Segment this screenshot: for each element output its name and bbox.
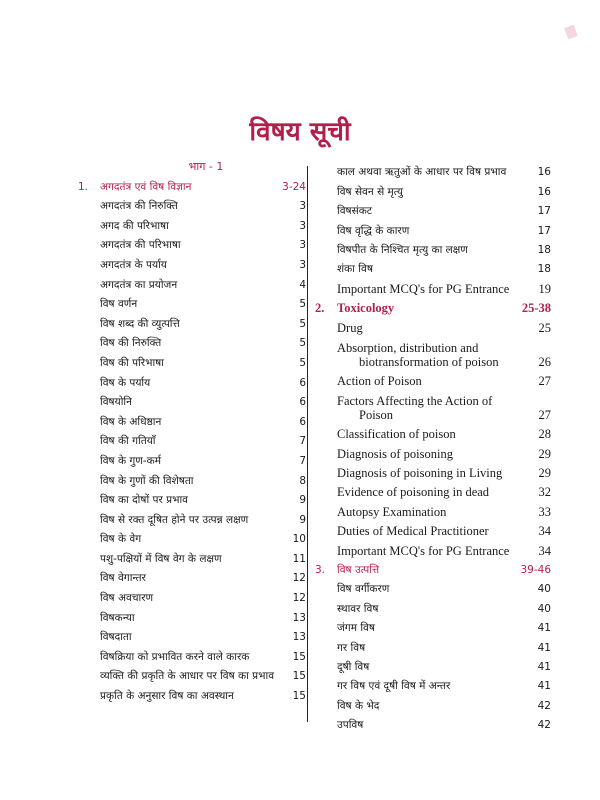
chapter-page-range: 39-46 [520, 564, 551, 577]
toc-entry-title-line: विषकन्या [100, 611, 135, 624]
toc-entry[interactable] [315, 538, 551, 557]
toc-entry[interactable] [78, 625, 306, 645]
toc-entry-page: 5 [299, 317, 306, 330]
toc-entry-title-line: Autopsy Examination [337, 504, 447, 519]
toc-entry-title-line: Factors Affecting the Action of [337, 393, 493, 408]
toc-entry-page: 6 [299, 415, 306, 428]
toc-entry-page: 12 [292, 592, 306, 605]
toc-entry-title [337, 718, 534, 732]
toc-entry-page: 28 [538, 427, 551, 442]
toc-entry-page: 34 [538, 524, 551, 539]
toc-entry[interactable] [315, 577, 551, 596]
toc-entry-title-line: विष के वेग [100, 533, 142, 546]
chapter-3-entries [315, 577, 551, 732]
toc-entry-title-line: biotransformation of poison [359, 354, 499, 369]
column-divider [307, 166, 308, 722]
toc-entry-page: 6 [299, 396, 306, 409]
toc-entry-page: 5 [299, 337, 306, 350]
toc-entry-title-line: विष सेवन से मृत्यु [337, 185, 403, 198]
chapter-title: अगदतंत्र एवं विष विज्ञान [100, 180, 192, 193]
chapter-2-entries [315, 315, 551, 558]
toc-entry-title [100, 591, 289, 605]
toc-entry-page: 41 [537, 660, 551, 673]
toc-entry-title [100, 278, 295, 292]
toc-entry-title-line: विषपीत के निश्चित मृत्यु का लक्षण [337, 243, 468, 256]
toc-entry-title [100, 395, 295, 409]
toc-entry[interactable] [315, 655, 551, 674]
toc-entry-title [337, 321, 535, 335]
toc-entry-title [100, 689, 289, 703]
toc-entry-page: 16 [537, 185, 551, 198]
chapter-1-continued-entries [315, 160, 551, 296]
toc-entry-title-line: व्यक्ति की प्रकृति के आधार पर विष का प्रभाव [100, 670, 275, 683]
toc-left-column [78, 160, 306, 703]
toc-entry[interactable] [78, 390, 306, 410]
toc-entry-title-line: विष के गुणों की विशेषता [100, 474, 194, 487]
toc-entry-title-line: Duties of Medical Practitioner [337, 524, 489, 539]
toc-entry-title [337, 204, 534, 218]
toc-entry-title-line: विषदाता [100, 631, 132, 644]
chapter-1-entries [78, 194, 306, 703]
toc-entry[interactable] [78, 292, 306, 312]
toc-entry-page: 5 [299, 298, 306, 311]
toc-entry-page: 11 [292, 552, 306, 565]
toc-entry-title [337, 699, 534, 713]
toc-entry[interactable] [315, 422, 551, 441]
toc-entry[interactable] [78, 605, 306, 625]
toc-entry-title [100, 199, 295, 213]
toc-entry-title [100, 297, 295, 311]
toc-entry-page: 3 [299, 239, 306, 252]
toc-entry-page: 17 [537, 224, 551, 237]
toc-entry[interactable] [78, 644, 306, 664]
page-title: विषय सूची [249, 117, 351, 147]
toc-entry-title-line: विष वर्णन [100, 298, 138, 311]
toc-entry-title [337, 660, 534, 674]
toc-entry[interactable] [78, 664, 306, 684]
toc-entry[interactable] [78, 527, 306, 547]
toc-entry-page: 15 [292, 690, 306, 703]
toc-entry[interactable] [315, 369, 551, 388]
toc-entry-title-line: Action of Poison [337, 373, 422, 388]
toc-entry[interactable] [315, 635, 551, 654]
chapter-page-range: 3-24 [282, 180, 306, 193]
toc-entry[interactable] [315, 713, 551, 732]
toc-entry[interactable] [315, 276, 551, 295]
toc-entry[interactable] [78, 311, 306, 331]
toc-entry-title-line: विष के भेद [337, 699, 380, 712]
toc-entry-page: 15 [292, 670, 306, 683]
toc-entry-page: 13 [292, 611, 306, 624]
toc-entry-title [100, 513, 295, 527]
toc-entry[interactable] [315, 461, 551, 480]
toc-entry-page: 17 [537, 205, 551, 218]
toc-entry-title-line: दूषी विष [337, 660, 370, 673]
toc-entry-page: 3 [299, 219, 306, 232]
toc-entry[interactable] [315, 238, 551, 257]
toc-entry[interactable] [78, 272, 306, 292]
toc-entry[interactable] [315, 199, 551, 218]
toc-entry-page: 9 [299, 513, 306, 526]
toc-entry[interactable] [78, 331, 306, 351]
toc-entry-page: 32 [538, 485, 551, 500]
toc-entry-title [337, 282, 535, 296]
toc-entry[interactable] [78, 194, 306, 214]
toc-entry-title-line: विष वृद्धि के कारण [337, 224, 410, 237]
toc-entry[interactable] [315, 616, 551, 635]
part-label: भाग - 1 [188, 160, 224, 173]
toc-entry-title-line: Important MCQ's for PG Entrance [337, 543, 510, 558]
toc-entry-page: 18 [537, 263, 551, 276]
toc-entry-page: 29 [538, 446, 551, 461]
toc-entry-page: 42 [537, 699, 551, 712]
chapter-number: 3. [315, 564, 326, 577]
toc-entry-page: 5 [299, 356, 306, 369]
toc-entry-title-line: विष वेगान्तर [100, 572, 146, 585]
toc-entry-title-line: काल अथवा ऋतुओं के आधार पर विष प्रभाव [337, 166, 507, 179]
toc-entry-title [100, 434, 295, 448]
toc-entry-page: 18 [537, 243, 551, 256]
toc-entry-page: 7 [299, 454, 306, 467]
toc-entry-title-line: जंगम विष [337, 622, 375, 635]
toc-entry-title-line: गर विष [337, 641, 366, 654]
toc-entry-title-line: विष की निरुक्ति [100, 337, 162, 350]
toc-entry[interactable] [315, 596, 551, 615]
toc-entry-title [100, 336, 295, 350]
toc-entry-title [337, 582, 534, 596]
toc-entry-title [100, 650, 289, 664]
toc-entry[interactable] [315, 519, 551, 538]
toc-entry-page: 41 [537, 680, 551, 693]
toc-entry-title [337, 243, 534, 257]
chapter-1-heading[interactable] [78, 174, 306, 194]
toc-entry-title [100, 356, 295, 370]
toc-entry-title [337, 165, 534, 179]
toc-entry-page: 29 [538, 466, 551, 481]
toc-entry-page: 16 [537, 166, 551, 179]
toc-entry-title-line: Important MCQ's for PG Entrance [337, 281, 510, 296]
toc-entry-title [337, 447, 535, 461]
toc-entry-title [337, 262, 534, 276]
toc-entry[interactable] [78, 370, 306, 390]
chapter-3-heading[interactable] [315, 558, 551, 577]
toc-entry-title [337, 621, 534, 635]
toc-entry[interactable] [78, 409, 306, 429]
toc-entry-title-line: Diagnosis of poisoning [337, 446, 453, 461]
toc-entry-title-line: विष वर्गीकरण [337, 583, 390, 596]
toc-entry-title-line: अगदतंत्र की निरुक्ति [100, 200, 178, 213]
toc-entry-title [337, 485, 535, 499]
toc-entry-title-line: विष के पर्याय [100, 376, 151, 389]
toc-entry-title [337, 224, 534, 238]
toc-right-column [315, 160, 551, 732]
toc-entry-title [100, 532, 289, 546]
toc-entry-title [100, 317, 295, 331]
toc-entry-page: 8 [299, 474, 306, 487]
toc-entry-page: 3 [299, 258, 306, 271]
toc-entry[interactable] [78, 507, 306, 527]
toc-entry-title [100, 219, 295, 233]
toc-entry-title [100, 571, 289, 585]
toc-entry-page: 13 [292, 631, 306, 644]
toc-entry-page: 6 [299, 376, 306, 389]
toc-entry-title-line: Poison [359, 407, 394, 422]
toc-entry[interactable] [315, 315, 551, 334]
toc-entry-title [100, 669, 289, 683]
toc-entry-page: 7 [299, 435, 306, 448]
toc-entry-title-line: Classification of poison [337, 427, 456, 442]
toc-entry-title [337, 427, 535, 441]
toc-entry-title [100, 258, 295, 272]
toc-entry-title [100, 493, 295, 507]
toc-entry-title [100, 552, 289, 566]
toc-entry[interactable] [315, 480, 551, 499]
toc-entry-page: 25 [538, 320, 551, 335]
toc-entry-title [337, 341, 535, 369]
toc-entry-title-line: पशु-पक्षियों में विष वेग के लक्षण [100, 552, 222, 565]
toc-entry-title [337, 185, 534, 199]
toc-entry-title-line: विषयोनि [100, 396, 132, 409]
toc-entry[interactable] [315, 257, 551, 276]
toc-entry-title [337, 374, 535, 388]
toc-entry-page: 27 [538, 407, 551, 422]
toc-entry-title-line: अगदतंत्र की परिभाषा [100, 239, 181, 252]
toc-entry[interactable] [315, 441, 551, 460]
toc-entry[interactable] [78, 213, 306, 233]
toc-entry-title-line: प्रकृति के अनुसार विष का अवस्थान [100, 690, 234, 703]
toc-entry-title-line: अगदतंत्र का प्रयोजन [100, 278, 178, 291]
chapter-page-range: 25-38 [521, 301, 551, 316]
toc-entry-title-line: गर विष एवं दूषी विष में अन्तर [337, 680, 451, 693]
toc-entry[interactable] [78, 448, 306, 468]
toc-entry-title-line: Evidence of poisoning in dead [337, 485, 490, 500]
toc-entry-title-line: विष से रक्त दूषित होने पर उत्पन्न लक्षण [100, 513, 249, 526]
toc-entry[interactable] [78, 546, 306, 566]
toc-entry-title [337, 466, 535, 480]
toc-entry-title-line: विषक्रिया को प्रभावित करने वाले कारक [100, 650, 250, 663]
page-corner-mark [564, 25, 578, 40]
toc-entry-title [337, 524, 535, 538]
chapter-number: 1. [78, 180, 89, 193]
toc-entry-page: 12 [292, 572, 306, 585]
toc-entry[interactable] [315, 693, 551, 712]
toc-entry[interactable] [78, 233, 306, 253]
toc-entry-title [100, 415, 295, 429]
toc-entry-title [100, 474, 295, 488]
toc-entry[interactable] [78, 252, 306, 272]
chapter-number: 2. [315, 301, 325, 316]
toc-entry[interactable] [315, 674, 551, 693]
toc-entry-title-line: विष की गतियाँ [100, 435, 156, 448]
toc-entry-title [337, 544, 535, 558]
chapter-title: Toxicology [337, 301, 395, 316]
toc-entry-title-line: Drug [337, 320, 363, 335]
toc-entry-page: 15 [292, 650, 306, 663]
chapter-2-heading[interactable] [315, 296, 551, 315]
toc-entry-title [337, 394, 535, 422]
chapter-title: विष उत्पत्ति [337, 564, 380, 577]
toc-entry[interactable] [315, 160, 551, 179]
toc-entry-title-line: Diagnosis of poisoning in Living [337, 466, 503, 481]
toc-entry-title [100, 376, 295, 390]
toc-entry-page: 40 [537, 583, 551, 596]
toc-entry[interactable] [78, 683, 306, 703]
toc-entry-title [337, 641, 534, 655]
toc-entry[interactable] [78, 468, 306, 488]
toc-entry[interactable] [78, 585, 306, 605]
toc-entry-title [337, 602, 534, 616]
toc-entry-title [100, 454, 295, 468]
toc-entry[interactable] [315, 179, 551, 198]
toc-entry-page: 10 [292, 533, 306, 546]
toc-entry-title [100, 611, 289, 625]
toc-entry-page: 3 [299, 200, 306, 213]
toc-entry[interactable] [78, 350, 306, 370]
toc-entry-title-line: विष शब्द की व्युत्पत्ति [100, 317, 180, 330]
toc-entry-page: 9 [299, 494, 306, 507]
toc-entry[interactable] [78, 488, 306, 508]
toc-entry-page: 34 [538, 543, 551, 558]
toc-entry-title [100, 630, 289, 644]
toc-entry-title-line: अगदतंत्र के पर्याय [100, 258, 167, 271]
toc-entry-title-line: विषसंकट [337, 205, 373, 218]
toc-entry-page: 41 [537, 641, 551, 654]
toc-entry-page: 27 [538, 373, 551, 388]
toc-entry-title-line: विष की परिभाषा [100, 356, 164, 369]
toc-entry-title-line: शंका विष [337, 263, 373, 276]
toc-entry-title-line: अगद की परिभाषा [100, 219, 169, 232]
toc-entry[interactable] [315, 388, 551, 422]
toc-entry-title-line: उपविष [337, 719, 364, 732]
toc-entry-title-line: विष के अधिष्ठान [100, 415, 162, 428]
toc-entry-title-line: विष अवचारण [100, 592, 154, 605]
toc-entry-page: 40 [537, 602, 551, 615]
toc-entry[interactable] [78, 566, 306, 586]
toc-entry-title-line: Absorption, distribution and [337, 340, 479, 355]
toc-entry[interactable] [315, 499, 551, 518]
toc-entry-page: 19 [538, 281, 551, 296]
toc-entry-title [337, 679, 534, 693]
toc-entry[interactable] [78, 429, 306, 449]
toc-entry-page: 42 [537, 719, 551, 732]
toc-entry[interactable] [315, 335, 551, 369]
toc-entry-page: 4 [299, 278, 306, 291]
toc-entry-title-line: स्थावर विष [337, 602, 379, 615]
toc-entry-page: 41 [537, 622, 551, 635]
toc-entry[interactable] [315, 218, 551, 237]
toc-entry-title-line: विष का दोषों पर प्रभाव [100, 494, 189, 507]
toc-entry-page: 33 [538, 504, 551, 519]
toc-entry-title [100, 238, 295, 252]
toc-entry-page: 26 [538, 354, 551, 369]
toc-entry-title-line: विष के गुण-कर्म [100, 454, 162, 467]
toc-entry-title [337, 505, 535, 519]
